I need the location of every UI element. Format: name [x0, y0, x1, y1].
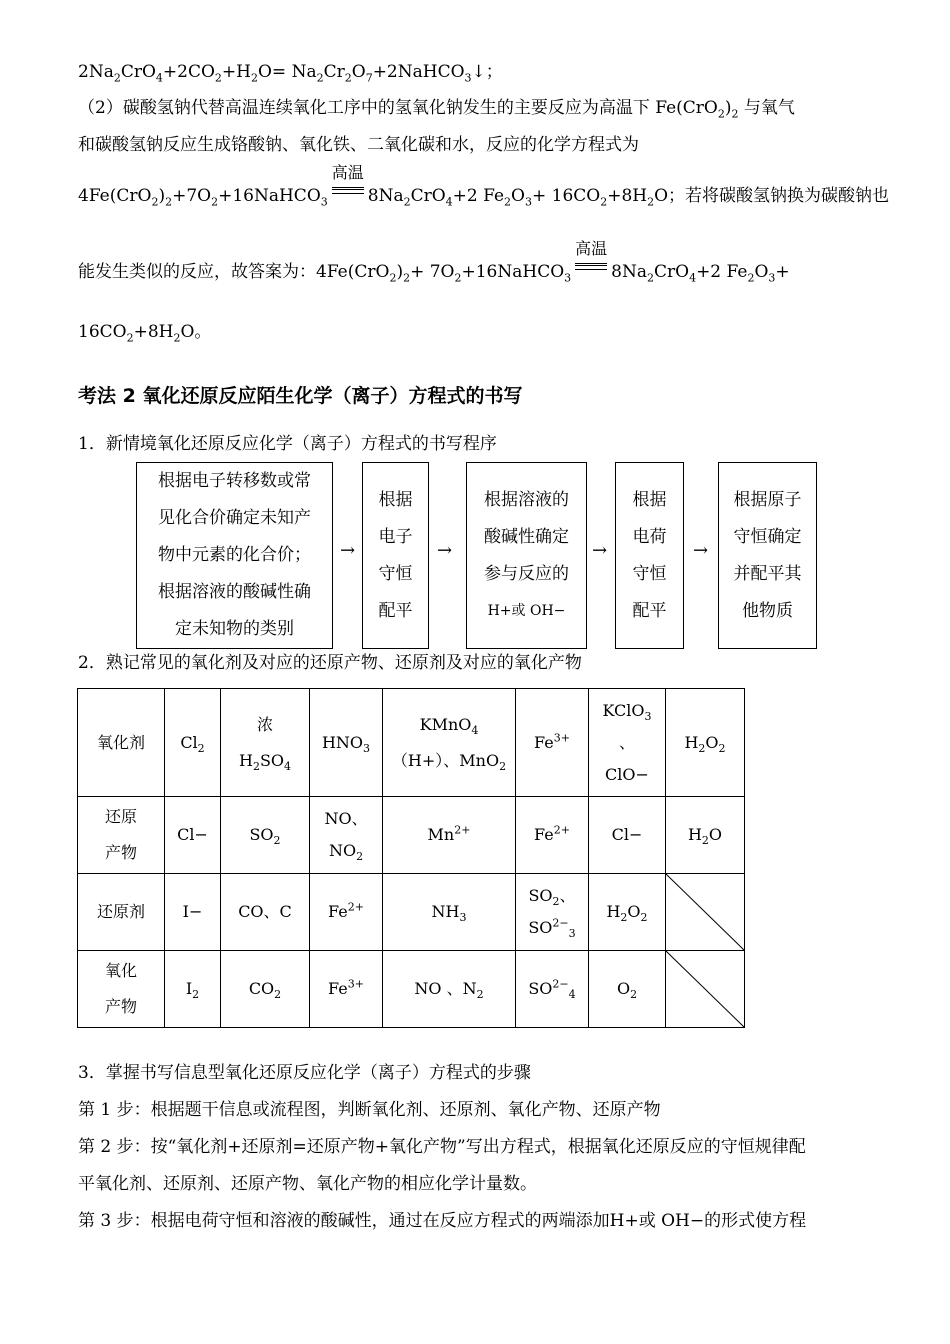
flow-arrow: → [693, 540, 709, 561]
table-row: 还原剂 I− CO、C $Fe^{2+}$ $NH_3$ $SO_2$、 $SO^{2-}_3$ $H_2O_2$ [78, 874, 745, 951]
flow-box-oxidation-state: 根据电子转移数或常 见化合价确定未知产 物中元素的化合价； 根据溶液的酸碱性确 定未知物的类别 [136, 462, 333, 649]
flow-box-atom-balance: 根据原子 守恒确定 并配平其 他物质 [718, 462, 817, 649]
step-2-line-1: 第 2 步：按“氧化剂+还原剂=还原产物+氧化产物”写出方程式，根据氧化还原反应的守恒规律配 [78, 1137, 806, 1157]
redox-table [77, 688, 745, 1028]
item-2-title: 2．熟记常见的氧化剂及对应的还原产物、还原剂及对应的氧化产物 [78, 653, 582, 673]
paragraph-line-2: 和碳酸氢钠反应生成铬酸钠、氧化铁、二氧化碳和水，反应的化学方程式为 [78, 135, 639, 155]
high-temperature-condition: 高温 [330, 183, 366, 203]
item-3-title: 3．掌握书写信息型氧化还原反应化学（离子）方程式的步骤 [78, 1063, 531, 1083]
table-row: 氧化 产物 $I_2$ $CO_2$ $Fe^{3+}$ NO 、$N_2$ $SO^{2-}_4$ $O_2$ [78, 951, 745, 1028]
item-1-title: 1．新情境氧化还原反应化学（离子）方程式的书写程序 [78, 434, 497, 454]
table-row: 氧化剂 $Cl_2$ 浓 $H_2SO_4$ $HNO_3$ KMnO$_4$ （H+）、MnO$_2$ $Fe^{3+}$ KClO$_3$ 、 ClO− $H_2O_2$ [78, 689, 745, 797]
paragraph-line-1: （2）碳酸氢钠代替高温连续氧化工序中的氢氧化钠发生的主要反应为高温下 $Fe(CrO_2)_2$ 与氧气 [78, 98, 795, 121]
flow-box-charge-balance: 根据 电荷 守恒 配平 [615, 462, 684, 649]
equation-line-3: 能发生类似的反应，故答案为：$4Fe(CrO_2)_2+$ $7O_2+16NaHCO_3$ 高温 $8Na_2CrO_4+2$ $Fe_2O_3+$ [78, 239, 790, 285]
step-3: 第 3 步：根据电荷守恒和溶液的酸碱性，通过在反应方程式的两端添加H+或 OH−的形式使方程 [78, 1211, 807, 1231]
flow-box-electron-balance: 根据 电子 守恒 配平 [362, 462, 429, 649]
flow-arrow: → [340, 540, 356, 561]
flow-box-acidity: 根据溶液的 酸碱性确定 参与反应的 H+或 OH− [466, 462, 587, 649]
empty-diagonal-cell [666, 874, 745, 951]
equation-line-2: $4Fe(CrO_2)_2+7O_2+16NaHCO_3$ 高温 $8Na_2CrO_4+2$ $Fe_2O_3+ 16CO_2+8H_2O$；若将碳酸氢钠换为碳酸钠也 [78, 163, 890, 209]
flow-arrow: → [592, 540, 608, 561]
table-row: 还原 产物 Cl− $SO_2$ NO、 $NO_2$ $Mn^{2+}$ $Fe^{2+}$ Cl− $H_2O$ [78, 797, 745, 874]
flow-arrow: → [437, 540, 453, 561]
empty-diagonal-cell [666, 951, 745, 1028]
step-2-line-2: 平氧化剂、还原剂、还原产物、氧化产物的相应化学计量数。 [78, 1174, 537, 1194]
equation-line-1: $2Na_2CrO_4+2CO_2+H_2O=$ $Na_2Cr_2O_7+2NaHCO_3↓$； [78, 62, 503, 85]
section-heading: 考法 2 氧化还原反应陌生化学（离子）方程式的书写 [78, 385, 523, 407]
equation-line-4: $16CO_2+8H_2O$。 [78, 322, 212, 345]
high-temperature-condition: 高温 [573, 259, 609, 279]
step-1: 第 1 步：根据题干信息或流程图，判断氧化剂、还原剂、氧化产物、还原产物 [78, 1100, 661, 1120]
